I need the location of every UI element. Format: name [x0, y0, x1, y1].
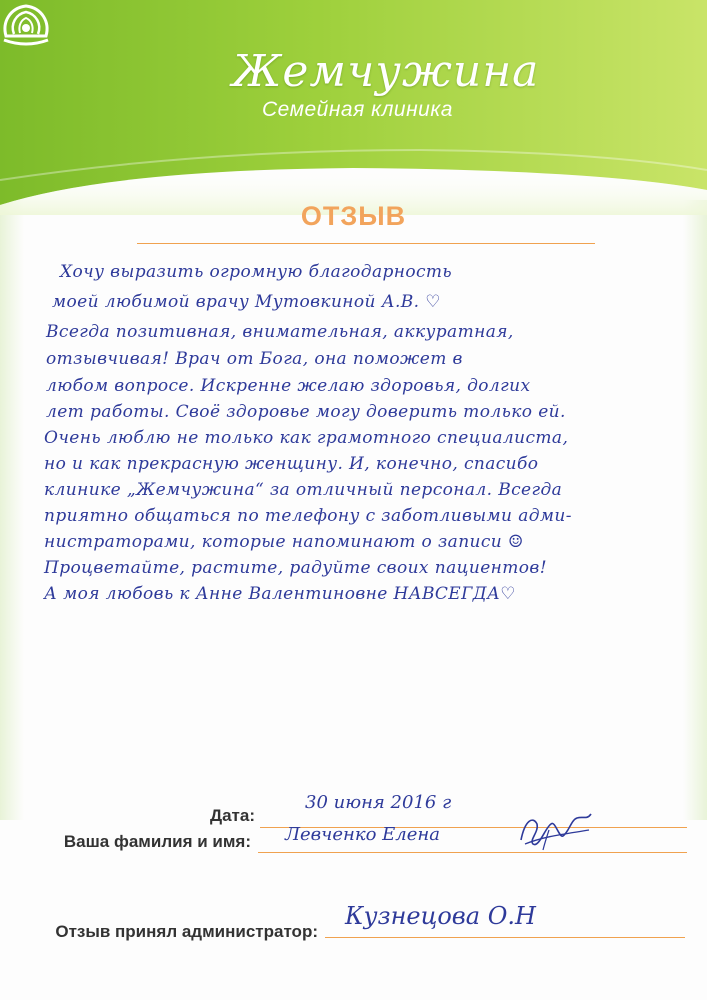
form-title: ОТЗЫВ: [300, 201, 407, 231]
name-label: Ваша фамилия и имя:: [63, 832, 251, 851]
review-line: моей любимой врачу Мутовкиной А.В. ♡: [52, 292, 441, 312]
date-label: Дата:: [209, 806, 255, 825]
admin-value: Кузнецова О.Н: [345, 902, 536, 930]
name-line: [258, 852, 687, 853]
review-line: Хочу выразить огромную благодарность: [60, 262, 453, 282]
review-line: Всегда позитивная, внимательная, аккуратная,: [46, 322, 514, 342]
date-value: 30 июня 2016 г: [305, 792, 452, 813]
review-line: любом вопросе. Искренне желаю здоровья, долгих: [46, 376, 531, 396]
brand-name: Жемчужина: [232, 46, 540, 97]
admin-line: [325, 937, 685, 938]
brand-subtitle: Семейная клиника: [262, 98, 453, 121]
review-line: но и как прекрасную женщину. И, конечно, спасибо: [44, 454, 539, 474]
review-line: А моя любовь к Анне Валентиновне НАВСЕГДА♡: [44, 584, 516, 604]
review-line: Процветайте, растите, радуйте своих пациентов!: [44, 558, 547, 578]
review-line: приятно общаться по телефону с заботливыми адми-: [44, 506, 572, 526]
review-line: лет работы. Своё здоровье могу доверить только ей.: [46, 402, 566, 422]
admin-label: Отзыв принял администратор:: [55, 922, 318, 941]
signature-icon: [515, 810, 595, 856]
review-line: нистраторами, которые напоминают о записи ☺: [44, 532, 524, 552]
review-line: Очень люблю не только как грамотного специалиста,: [44, 428, 569, 448]
review-line: отзывчивая! Врач от Бога, она поможет в: [46, 349, 463, 369]
review-line: клинике „Жемчужина“ за отличный персонал. Всегда: [44, 480, 563, 500]
name-value: Левченко Елена: [285, 824, 441, 845]
